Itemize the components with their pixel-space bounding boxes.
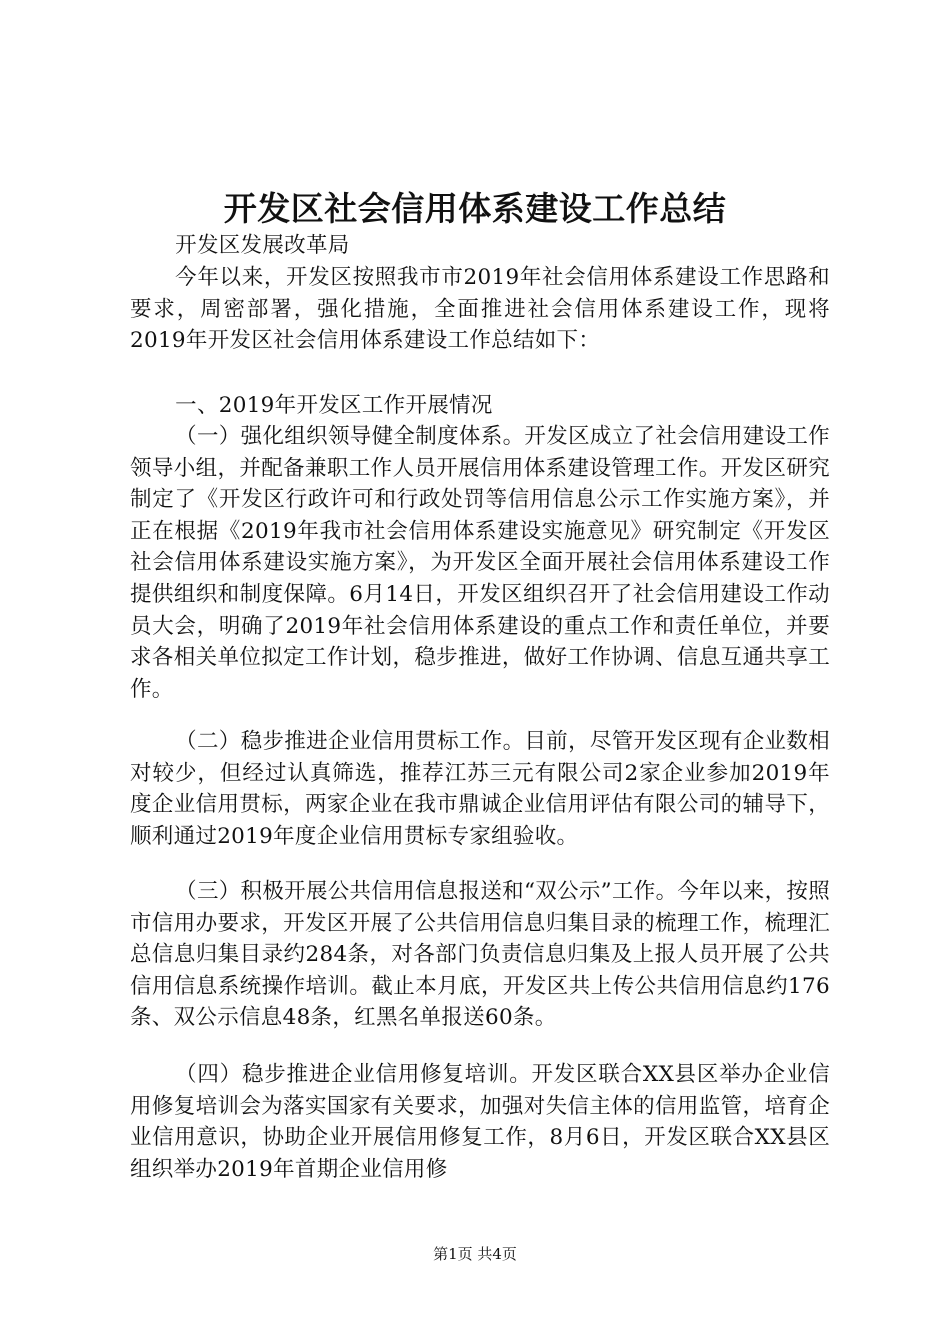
paragraph-organization: （一）强化组织领导健全制度体系。开发区成立了社会信用建设工作领导小组，并配备兼职工作人员开展信用体系建设管理工作。开发区研究制定了《开发区行政许可和行政处罚等信用信息公示工作实施方案》，并正在根据《2019年我市社会信用体系建设实施意见》研究制定《开发区社会信用体系建设实施方案》，为开发区全面开展社会信用体系建设工作提供组织和制度保障。6月14日，开发区组织召开了社会信用建设工作动员大会，明确了2019年社会信用体系建设的重点工作和责任单位，并要求各相关单位拟定工作计划，稳步推进，做好工作协调、信息互通共享工作。 <box>130 424 830 702</box>
paragraph-credit-repair: （四）稳步推进企业信用修复培训。开发区联合XX县区举办企业信用修复培训会为落实国家有关要求，加强对失信主体的信用监管，培育企业信用意识，协助企业开展信用修复工作，8月6日，开发区联合XX县区组织举办2019年首期企业信用修 <box>130 1062 830 1182</box>
intro-paragraph: 今年以来，开发区按照我市市2019年社会信用体系建设工作思路和要求，周密部署，强化措施，全面推进社会信用体系建设工作，现将2019年开发区社会信用体系建设工作总结如下： <box>130 265 830 354</box>
section-heading: 一、2019年开发区工作开展情况 <box>175 393 493 418</box>
paragraph-credit-standard: （二）稳步推进企业信用贯标工作。目前，尽管开发区现有企业数相对较少，但经过认真筛选，推荐江苏三元有限公司2家企业参加2019年度企业信用贯标，两家企业在我市鼎诚企业信用评估有限公司的辅导下，顺利通过2019年度企业信用贯标专家组验收。 <box>130 729 830 849</box>
page-footer: 第1页 共4页 <box>433 1245 517 1263</box>
document-title: 开发区社会信用体系建设工作总结 <box>223 189 727 228</box>
author-line: 开发区发展改革局 <box>175 233 350 258</box>
paragraph-public-disclosure: （三）积极开展公共信用信息报送和“双公示”工作。今年以来，按照市信用办要求，开发区开展了公共信用信息归集目录的梳理工作，梳理汇总信息归集目录约284条，对各部门负责信息归集及上报人员开展了公共信用信息系统操作培训。截止本月底，开发区共上传公共信用信息约176条、双公示信息48条，红黑名单报送60条。 <box>130 879 830 1031</box>
